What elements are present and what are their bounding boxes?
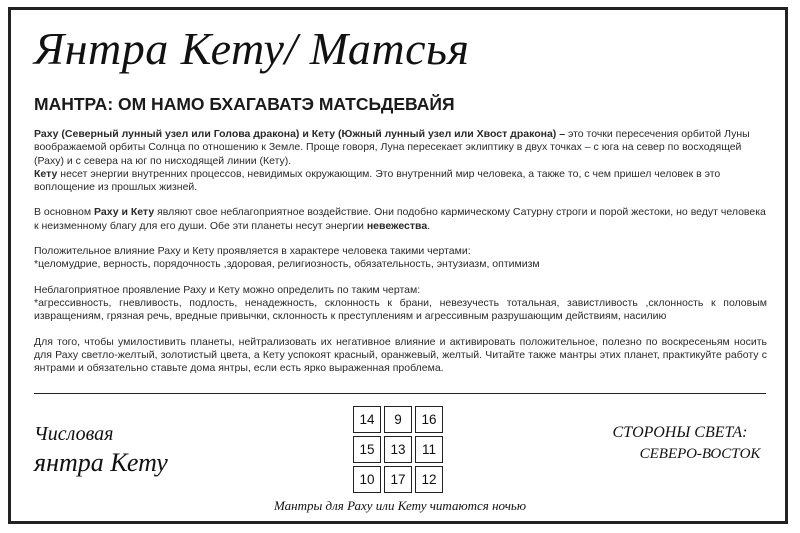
footer-note: Мантры для Раху или Кету читаются ночью: [274, 498, 526, 513]
influence-text-3: .: [427, 219, 431, 232]
positive-traits: *целомудрие, верность, порядочность ,здоровая, религиозность, обязательность, энтузиазм, оптимизм: [34, 258, 540, 271]
intro-text: это точки пересечения орбитой Луны воображаемой орбиты Солнца по отношению к Земле. Проще говоря, Луна пересекает эклиптику в двух точках – с юга на север по восходящей (Раху) и с севера на юг по нисходящей линии (Кету).: [34, 128, 750, 167]
magic-square-cell: 14: [353, 406, 381, 433]
positive-intro: Положительное влияние Раху и Кету проявляется в характере человека такими чертами:: [34, 245, 471, 258]
paragraph-influence: [34, 206, 767, 233]
magic-square-cell: 10: [353, 466, 381, 493]
influence-bold-2: невежества: [366, 219, 428, 232]
paragraph-rahu-ketu-intro: [34, 128, 767, 194]
numeric-yantra-line1: Числовая: [34, 423, 114, 445]
influence-bold-1: Раху и Кету: [94, 206, 155, 219]
article-body: [34, 128, 767, 387]
directions-block: [592, 424, 768, 463]
influence-text-1: В основном: [34, 206, 95, 219]
magic-square-cell: 9: [384, 406, 412, 433]
divider-line: [34, 393, 766, 394]
directions-label: СТОРОНЫ СВЕТА:: [612, 424, 748, 441]
negative-traits: *агрессивность, гневливость, подлость, ненадежность, склонность к брани, невезучесть тотальная, завистливость ,склонность к половым извращениям, грязная речь, вредные привычки, склонность к преступлениям и агрессивным разрушающим действиям, насилию: [34, 296, 767, 323]
magic-square-cell: 11: [415, 436, 443, 463]
numeric-yantra-line2: янтра Кету: [34, 448, 168, 477]
paragraph-remedies: Для того, чтобы умилостивить планеты, нейтрализовать их негативное влияние и активировать положительное, полезно по воскресеньям носить для Раху светло-желтый, золотистый цвета, а Кету успокоят красный, оранжевый, желтый. Читайте также мантры этих планет, практикуйте работу с янтрами и обязательно ставьте дома янтры, если есть ярко выраженная проблема.: [34, 335, 767, 375]
mantra-heading: МАНТРА: ОМ НАМО БХАГАВАТЭ МАТСЬДЕВАЙЯ: [34, 94, 455, 114]
negative-intro: Неблагоприятное проявление Раху и Кету можно определить по таким чертам:: [34, 283, 421, 296]
paragraph-positive: [34, 245, 767, 272]
page-title: Янтра Кету/ Матсья: [34, 23, 470, 74]
directions-value: СЕВЕРО-ВОСТОК: [639, 446, 761, 462]
numeric-yantra-label: [34, 423, 168, 478]
influence-text-2: являют свое неблагоприятное воздействие. Они подобно кармическому Сатурну строги и порой жестоки, но ведут человека к неизменному благу для его души. Обе эти планеты несут энергии: [34, 206, 766, 232]
magic-square: [353, 406, 443, 493]
ketu-bold-word: Кету: [34, 167, 58, 180]
magic-square-cell: 16: [415, 406, 443, 433]
magic-square-cell: 12: [415, 466, 443, 493]
magic-square-cell: 13: [384, 436, 412, 463]
magic-square-cell: 17: [384, 466, 412, 493]
paragraph-negative: [34, 284, 767, 324]
ketu-text: несет энергии внутренних процессов, невидимых окружающим. Это внутренний мир человека, а также то, с чем пришел человек в это воплощение из прошлых жизней.: [34, 167, 721, 194]
magic-square-cell: 15: [353, 436, 381, 463]
intro-bold-text: Раху (Северный лунный узел или Голова дракона) и Кету (Южный лунный узел или Хвост дракона) –: [34, 128, 566, 140]
